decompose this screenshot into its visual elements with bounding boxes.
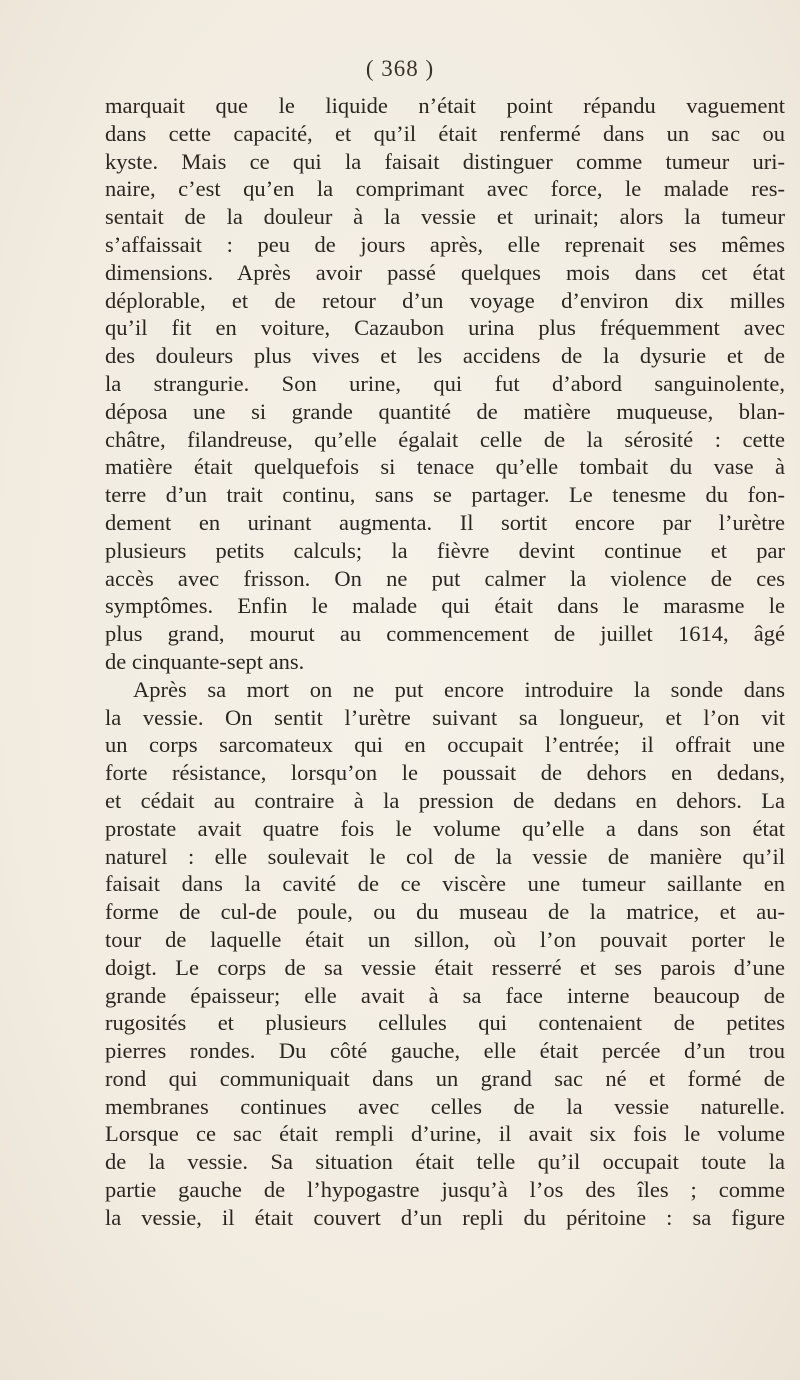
text-line: déplorable, et de retour d’un voyage d’environ dix milles: [105, 287, 785, 313]
text-line: accès avec frisson. On ne put calmer la violence de ces: [105, 565, 785, 591]
paragraph-start-line: Après sa mort on ne put encore introduire la sonde dans: [133, 676, 785, 702]
text-line: la vessie, il était couvert d’un repli du péritoine : sa figure: [105, 1204, 785, 1230]
text-line: rugosités et plusieurs cellules qui contenaient de petites: [105, 1010, 785, 1036]
text-line: châtre, filandreuse, qu’elle égalait celle de la sérosité : cette: [105, 426, 785, 452]
page-number: ( 368 ): [365, 56, 435, 81]
text-line: dimensions. Après avoir passé quelques mois dans cet état: [105, 259, 785, 285]
text-line: un corps sarcomateux qui en occupait l’entrée; il offrait une: [105, 732, 785, 758]
text-line: de la vessie. Sa situation était telle qu’il occupait toute la: [105, 1149, 785, 1175]
text-line: forme de cul-de poule, ou du museau de la matrice, et au-: [105, 899, 785, 925]
text-line: plusieurs petits calculs; la fièvre devint continue et par: [105, 537, 785, 563]
text-line: forte résistance, lorsqu’on le poussait de dehors en dedans,: [105, 760, 785, 786]
text-line: terre d’un trait continu, sans se partager. Le tenesme du fon-: [105, 482, 785, 508]
text-line: grande épaisseur; elle avait à sa face interne beaucoup de: [105, 982, 785, 1008]
text-line: Lorsque ce sac était rempli d’urine, il avait six fois le volume: [105, 1121, 785, 1147]
text-line: pierres rondes. Du côté gauche, elle était percée d’un trou: [105, 1038, 785, 1064]
text-line: dement en urinant augmenta. Il sortit encore par l’urètre: [105, 509, 785, 535]
text-line: prostate avait quatre fois le volume qu’elle a dans son état: [105, 815, 785, 841]
text-line: partie gauche de l’hypogastre jusqu’à l’os des îles ; comme: [105, 1177, 785, 1203]
text-line: rond qui communiquait dans un grand sac né et formé de: [105, 1065, 785, 1091]
text-line: et cédait au contraire à la pression de dedans en dehors. La: [105, 787, 785, 813]
text-line: kyste. Mais ce qui la faisait distinguer comme tumeur uri-: [105, 148, 785, 174]
text-line: tour de laquelle était un sillon, où l’on pouvait porter le: [105, 926, 785, 952]
text-line: déposa une si grande quantité de matière muqueuse, blan-: [105, 398, 785, 424]
text-line: qu’il fit en voiture, Cazaubon urina plus fréquemment avec: [105, 315, 785, 341]
text-line: s’affaissait : peu de jours après, elle reprenait ses mêmes: [105, 231, 785, 257]
text-line: symptômes. Enfin le malade qui était dans le marasme le: [105, 593, 785, 619]
text-line: sentait de la douleur à la vessie et urinait; alors la tumeur: [105, 204, 785, 230]
text-line: marquait que le liquide n’était point répandu vaguement: [105, 93, 785, 118]
text-line: membranes continues avec celles de la vessie naturelle.: [105, 1093, 785, 1119]
text-line: faisait dans la cavité de ce viscère une tumeur saillante en: [105, 871, 785, 897]
text-line: naturel : elle soulevait le col de la vessie de manière qu’il: [105, 843, 785, 869]
text-line: de cinquante-sept ans.: [105, 648, 305, 674]
text-line: des douleurs plus vives et les accidens de la dysurie et de: [105, 343, 785, 369]
text-line: la strangurie. Son urine, qui fut d’abord sanguinolente,: [105, 370, 785, 396]
text-line: matière était quelquefois si tenace qu’elle tombait du vase à: [105, 454, 785, 480]
text-line: dans cette capacité, et qu’il était renfermé dans un sac ou: [105, 120, 785, 146]
body-text: [105, 92, 785, 1232]
text-line: naire, c’est qu’en la comprimant avec force, le malade res-: [105, 176, 785, 202]
text-line: doigt. Le corps de sa vessie était resserré et ses parois d’une: [105, 954, 785, 980]
text-line: plus grand, mourut au commencement de juillet 1614, âgé: [105, 621, 785, 647]
text-line: la vessie. On sentit l’urètre suivant sa longueur, et l’on vit: [105, 704, 785, 730]
